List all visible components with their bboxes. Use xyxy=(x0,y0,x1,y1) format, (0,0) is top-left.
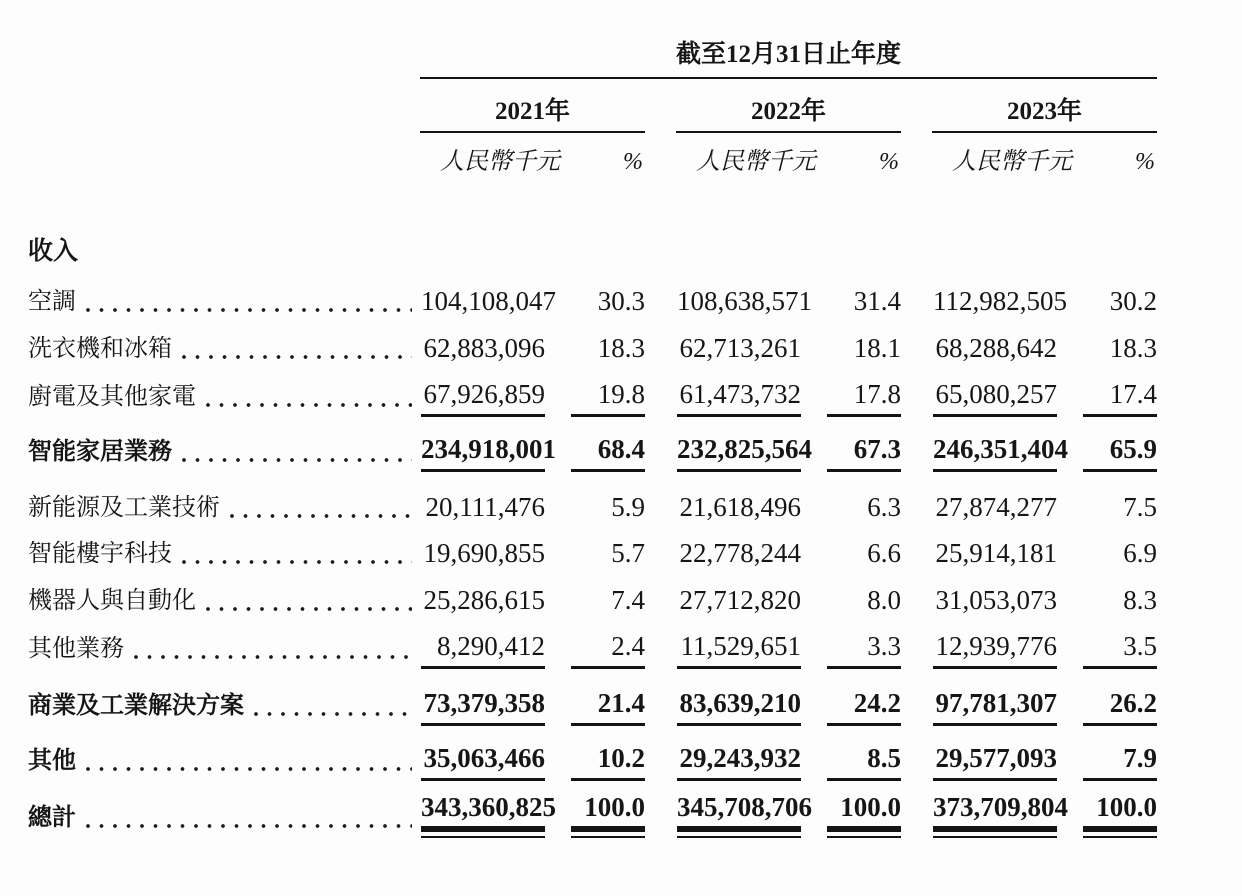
amount-2021: 73,379,358 xyxy=(423,688,545,718)
dotted-leader xyxy=(206,403,412,407)
amount-2023: 112,982,505 xyxy=(933,286,1067,316)
column-spacer xyxy=(645,528,676,574)
year-header-2021: 2021年 xyxy=(420,100,645,133)
pct-2022: 8.0 xyxy=(867,585,901,615)
column-spacer xyxy=(645,417,676,472)
column-spacer xyxy=(901,669,932,726)
pct-2022: 3.3 xyxy=(867,631,901,661)
column-spacer xyxy=(901,272,932,322)
amount-2021: 20,111,476 xyxy=(425,492,545,522)
row-label: 其他業務 xyxy=(28,636,124,662)
pct-2021: 5.7 xyxy=(611,538,645,568)
row-label: 空調 xyxy=(28,289,76,315)
column-spacer xyxy=(901,781,932,838)
amount-2022: 61,473,732 xyxy=(679,379,801,409)
currency-unit-label: 人民幣千元 xyxy=(440,149,560,175)
amount-2023: 373,709,804 xyxy=(933,792,1068,822)
column-spacer xyxy=(645,149,676,175)
pct-2023: 7.5 xyxy=(1123,492,1157,522)
amount-2022: 83,639,210 xyxy=(679,688,801,718)
amount-2021: 62,883,096 xyxy=(423,333,545,363)
pct-2022: 31.4 xyxy=(853,286,901,316)
row-label: 機器人與自動化 xyxy=(28,588,196,614)
pct-2021: 5.9 xyxy=(611,492,645,522)
table-row-total xyxy=(28,781,1157,838)
pct-2021: 2.4 xyxy=(611,631,645,661)
table-row-air-conditioning xyxy=(28,272,1157,322)
amount-2021: 104,108,047 xyxy=(421,286,556,316)
amount-2022: 21,618,496 xyxy=(679,492,801,522)
dotted-leader xyxy=(86,767,412,771)
year-header-2022: 2022年 xyxy=(676,100,901,133)
amount-2022: 345,708,706 xyxy=(677,792,812,822)
revenue-table xyxy=(28,228,1157,838)
column-spacer xyxy=(901,149,932,175)
pct-2023: 6.9 xyxy=(1123,538,1157,568)
pct-2022: 67.3 xyxy=(853,434,901,464)
year-header-2023: 2023年 xyxy=(932,100,1157,133)
column-spacer xyxy=(901,726,932,781)
column-spacer xyxy=(645,669,676,726)
amount-2021: 234,918,001 xyxy=(421,434,556,464)
table-header xyxy=(420,42,1157,175)
column-spacer xyxy=(901,528,932,574)
pct-2021: 30.3 xyxy=(597,286,645,316)
amount-2023: 65,080,257 xyxy=(935,379,1057,409)
amount-2022: 29,243,932 xyxy=(679,743,801,773)
row-label: 洗衣機和冰箱 xyxy=(28,336,172,362)
percent-label: % xyxy=(623,149,643,175)
unit-header-row xyxy=(420,149,1157,175)
dotted-leader xyxy=(182,355,412,359)
amount-2023: 12,939,776 xyxy=(935,631,1057,661)
pct-2021: 21.4 xyxy=(597,688,645,718)
unit-header-2021 xyxy=(420,149,645,175)
pct-2021: 100.0 xyxy=(584,792,645,822)
dotted-leader xyxy=(182,458,412,462)
pct-2023: 17.4 xyxy=(1109,379,1157,409)
column-spacer xyxy=(645,100,676,133)
column-spacer xyxy=(645,726,676,781)
amount-2021: 343,360,825 xyxy=(421,792,556,822)
amount-2023: 68,288,642 xyxy=(935,333,1057,363)
column-spacer xyxy=(901,574,932,621)
pct-2023: 8.3 xyxy=(1123,585,1157,615)
pct-2023: 18.3 xyxy=(1109,333,1157,363)
amount-2021: 19,690,855 xyxy=(423,538,545,568)
pct-2023: 30.2 xyxy=(1109,286,1157,316)
column-spacer xyxy=(901,369,932,417)
amount-2023: 25,914,181 xyxy=(935,538,1057,568)
column-spacer xyxy=(901,621,932,669)
table-row-kitchen-other-appliances xyxy=(28,369,1157,417)
pct-2022: 6.6 xyxy=(867,538,901,568)
amount-2021: 35,063,466 xyxy=(423,743,545,773)
amount-2022: 108,638,571 xyxy=(677,286,812,316)
row-label: 商業及工業解決方案 xyxy=(28,693,244,719)
table-row-other-businesses xyxy=(28,621,1157,669)
pct-2023: 7.9 xyxy=(1123,743,1157,773)
pct-2022: 100.0 xyxy=(840,792,901,822)
dotted-leader xyxy=(134,655,412,659)
dotted-leader xyxy=(254,712,412,716)
amount-2021: 8,290,412 xyxy=(437,631,545,661)
column-spacer xyxy=(645,322,676,369)
table-row-smart-building xyxy=(28,528,1157,574)
amount-2021: 25,286,615 xyxy=(423,585,545,615)
column-spacer xyxy=(901,100,932,133)
column-spacer xyxy=(901,417,932,472)
amount-2023: 29,577,093 xyxy=(935,743,1057,773)
table-row-robotics-automation xyxy=(28,574,1157,621)
dotted-leader xyxy=(86,824,412,828)
pct-2022: 8.5 xyxy=(867,743,901,773)
pct-2021: 18.3 xyxy=(597,333,645,363)
table-row-smart-home-subtotal xyxy=(28,417,1157,472)
pct-2022: 18.1 xyxy=(853,333,901,363)
row-label: 智能樓宇科技 xyxy=(28,541,172,567)
section-row-revenue xyxy=(28,228,1157,272)
column-spacer xyxy=(901,322,932,369)
row-label: 其他 xyxy=(28,748,76,774)
table-row-laundry-refrigeration xyxy=(28,322,1157,369)
dotted-leader xyxy=(230,514,412,518)
currency-unit-label: 人民幣千元 xyxy=(696,149,816,175)
pct-2023: 26.2 xyxy=(1109,688,1157,718)
amount-2022: 62,713,261 xyxy=(679,333,801,363)
table-row-new-energy-industrial xyxy=(28,472,1157,528)
amount-2023: 27,874,277 xyxy=(935,492,1057,522)
pct-2022: 24.2 xyxy=(853,688,901,718)
column-spacer xyxy=(645,781,676,838)
amount-2021: 67,926,859 xyxy=(423,379,545,409)
dotted-leader xyxy=(206,607,412,611)
amount-2023: 97,781,307 xyxy=(935,688,1057,718)
row-label: 智能家居業務 xyxy=(28,439,172,465)
amount-2023: 31,053,073 xyxy=(935,585,1057,615)
row-label: 新能源及工業技術 xyxy=(28,495,220,521)
pct-2021: 10.2 xyxy=(597,743,645,773)
column-spacer xyxy=(645,369,676,417)
pct-2021: 19.8 xyxy=(597,379,645,409)
amount-2022: 27,712,820 xyxy=(679,585,801,615)
amount-2022: 11,529,651 xyxy=(680,631,801,661)
dotted-leader xyxy=(182,560,412,564)
pct-2022: 17.8 xyxy=(853,379,901,409)
table-row-commercial-industrial-subtotal xyxy=(28,669,1157,726)
pct-2023: 100.0 xyxy=(1096,792,1157,822)
percent-label: % xyxy=(879,149,899,175)
row-label: 總計 xyxy=(28,805,76,831)
pct-2022: 6.3 xyxy=(867,492,901,522)
column-spacer xyxy=(645,472,676,528)
currency-unit-label: 人民幣千元 xyxy=(952,149,1072,175)
pct-2021: 68.4 xyxy=(597,434,645,464)
pct-2023: 3.5 xyxy=(1123,631,1157,661)
row-label: 廚電及其他家電 xyxy=(28,384,196,410)
amount-2022: 22,778,244 xyxy=(679,538,801,568)
pct-2023: 65.9 xyxy=(1109,434,1157,464)
unit-header-2023 xyxy=(932,149,1157,175)
amount-2023: 246,351,404 xyxy=(933,434,1068,464)
column-spacer xyxy=(645,272,676,322)
table-row-others xyxy=(28,726,1157,781)
pct-2021: 7.4 xyxy=(611,585,645,615)
column-spacer xyxy=(645,574,676,621)
unit-header-2022 xyxy=(676,149,901,175)
dotted-leader xyxy=(86,308,412,312)
amount-2022: 232,825,564 xyxy=(677,434,812,464)
percent-label: % xyxy=(1135,149,1155,175)
column-spacer xyxy=(645,621,676,669)
section-title: 收入 xyxy=(28,238,79,265)
year-header-row xyxy=(420,100,1157,133)
period-title: 截至12月31日止年度 xyxy=(420,42,1157,79)
column-spacer xyxy=(901,472,932,528)
